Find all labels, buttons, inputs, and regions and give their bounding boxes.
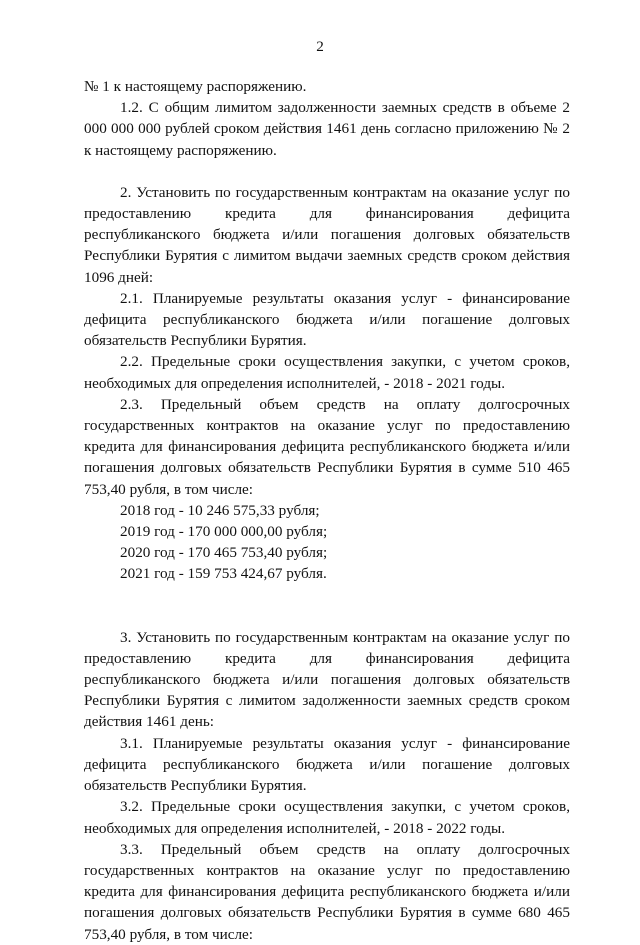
paragraph-gap [84,161,570,182]
paragraph-gap [84,585,570,606]
paragraph-3-2: 3.2. Предельные сроки осуществления закупки, с учетом сроков, необходимых для определения исполнителей, - 2018 - 2022 годы. [84,798,570,837]
paragraph-2-2: 2.2. Предельные сроки осуществления закупки, с учетом сроков, необходимых для определения исполнителей, - 2018 - 2021 годы. [84,353,570,392]
paragraph-3: 3. Установить по государственным контрактам на оказание услуг по предоставлению кредита для финансирования дефицита республиканского бюджета и/или погашения долговых обязательств Республики Бурятия с лимитом задолженности заемных средств сроком действия 1461 день: [84,628,570,731]
paragraph-3-1: 3.1. Планируемые результаты оказания услуг - финансирование дефицита республиканского бюджета и/или погашение долговых обязательств Республики Бурятия. [84,734,570,795]
paragraph-2-1: 2.1. Планируемые результаты оказания услуг - финансирование дефицита республиканского бюджета и/или погашение долговых обязательств Республики Бурятия. [84,289,570,350]
paragraph-3-3: 3.3. Предельный объем средств на оплату долгосрочных государственных контрактов на оказание услуг по предоставлению кредита для финансирования дефицита республиканского бюджета и/или погашения долговых обязательств Республики Бурятия в сумме 680 465 753,40 рубля, в том числе: [84,840,570,943]
paragraph-gap [84,606,570,627]
paragraph-2: 2. Установить по государственным контрактам на оказание услуг по предоставлению кредита для финансирования дефицита республиканского бюджета и/или погашения долговых обязательств Республики Бурятия с лимитом выдачи заемных средств сроком действия 1096 дней: [84,183,570,286]
paragraph-2-3: 2.3. Предельный объем средств на оплату долгосрочных государственных контрактов на оказание услуг по предоставлению кредита для финансирования дефицита республиканского бюджета и/или погашения долговых обязательств Республики Бурятия в сумме 510 465 753,40 рубля, в том числе: [84,395,570,498]
year-amount-item: 2021 год - 159 753 424,67 рубля. [120,565,327,583]
paragraph-continuation: № 1 к настоящему распоряжению. [84,78,307,95]
page-number: 2 [316,38,324,55]
document-body [84,76,570,945]
year-amount-item: 2020 год - 170 465 753,40 рубля; [120,544,328,562]
year-amount-item: 2018 год - 10 246 575,33 рубля; [120,501,320,519]
year-amount-list [84,500,570,585]
paragraph-1-2: 1.2. С общим лимитом задолженности заемных средств в объеме 2 000 000 000 рублей сроком действия 1461 день согласно приложению № 2 к настоящему распоряжению. [84,99,570,159]
year-amount-item: 2019 год - 170 000 000,00 рубля; [120,523,328,541]
